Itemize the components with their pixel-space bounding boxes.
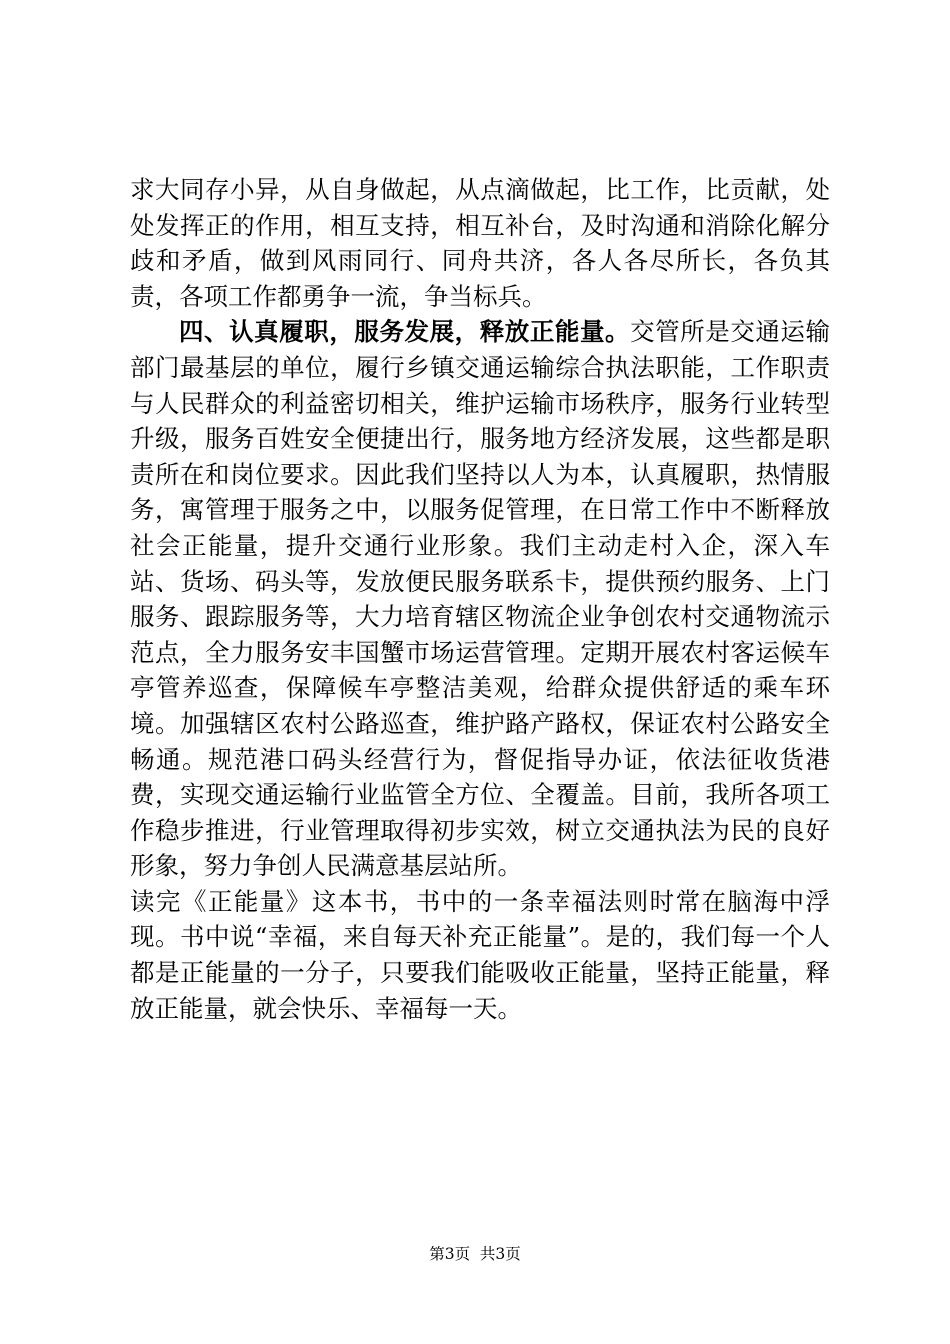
paragraph-text: 求大同存小异，从自身做起，从点滴做起，比工作，比贡献，处处发挥正的作用，相互支持，相互补台，及时沟通和消除化解分歧和矛盾，做到风雨同行、同舟共济，各人各尽所长，各负其责，各项工作都勇争一流，争当标兵。 bbox=[130, 175, 830, 311]
paragraph-conclusion bbox=[130, 884, 830, 1026]
section-heading: 四、认真履职，服务发展，释放正能量。 bbox=[179, 317, 631, 347]
paragraph-continuation bbox=[130, 172, 830, 314]
page-number-footer: 第3页 共3页 bbox=[429, 1245, 521, 1263]
paragraph-text: 交管所是交通运输部门最基层的单位，履行乡镇交通运输综合执法职能，工作职责与人民群众的利益密切相关，维护运输市场秩序，服务行业转型升级，服务百姓安全便捷出行，服务地方经济发展，这些都是职责所在和岗位要求。因此我们坚持以人为本，认真履职，热情服务，寓管理于服务之中，以服务促管理，在日常工作中不断释放社会正能量，提升交通行业形象。我们主动走村入企，深入车站、货场、码头等，发放便民服务联系卡，提供预约服务、上门服务、跟踪服务等，大力培育辖区物流企业争创农村交通物流示范点，全力服务安丰国蟹市场运营管理。定期开展农村客运候车亭管养巡查，保障候车亭整洁美观，给群众提供舒适的乘车环境。加强辖区农村公路巡查，维护路产路权，保证农村公路安全畅通。规范港口码头经营行为，督促指导办证，依法征收货港费，实现交通运输行业监管全方位、全覆盖。目前，我所各项工作稳步推进，行业管理取得初步实效，树立交通执法为民的良好形象，努力争创人民满意基层站所。 bbox=[130, 317, 830, 881]
paragraph-section-four bbox=[130, 314, 830, 884]
paragraph-text: 读完《正能量》这本书，书中的一条幸福法则时常在脑海中浮现。书中说“幸福，来自每天补充正能量”。是的，我们每一个人都是正能量的一分子，只要我们能吸收正能量，坚持正能量，释放正能量，就会快乐、幸福每一天。 bbox=[130, 886, 830, 1023]
document-body bbox=[130, 172, 830, 1026]
